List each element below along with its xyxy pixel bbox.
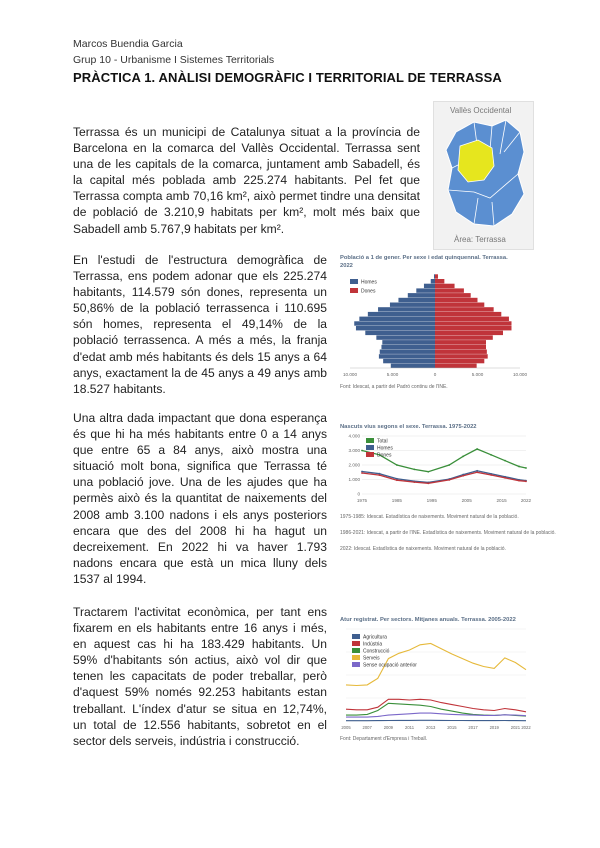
pyramid-bar-dones-20-24 (435, 345, 486, 349)
unemployment-legend-swatch (352, 655, 360, 660)
births-point-total (361, 450, 363, 452)
unemployment-legend-swatch (352, 641, 360, 646)
births-title: Nascuts vius segons el sexe. Terrassa. 1975-2022 (340, 424, 477, 430)
pyramid-bar-homes-50-54 (359, 317, 435, 321)
unemployment-legend-label: Indústria (363, 641, 383, 648)
paragraph-births: Una altra dada impactant que dona esperança és que hi ha més habitants entre 0 a 14 anys que entre 65 a 84 anys, això mostra una situació molt bona, significa que Terrassa té una població jove. Una de les ajudes que ha permès això és la quantitat de naixements del 2008 amb 3.100 nadons i els anys posteriors encara que des del 2008 hi ha hagut un decreixement. En 2022 hi va haver 1.793 nadons encara que està un mica lluny dels 1537 al 1994. (73, 411, 327, 586)
births-point-dones (379, 474, 381, 476)
paragraph-intro: Terrassa és un municipi de Catalunya situat a la província de Barcelona en la comarca del Vallès Occidental. Terrassa sent una de les capitals de la comarca, juntament amb Sabadell, és la capital més poblada amb 225.274 habitants. Pel fet que Terrassa compta amb 70,16 km², això permet tindre una densitat de població de 3.210,9 habitats per km², molt més baix que Sabadell amb 5.767,9 habitats per km². (73, 125, 420, 236)
pyramid-bar-homes-60-64 (378, 307, 435, 311)
unemployment-x-tick: 2005 (341, 725, 351, 730)
unemployment-line-4 (346, 713, 526, 717)
pyramid-bar-dones-55-59 (435, 312, 501, 316)
births-point-dones (476, 471, 478, 473)
pyramid-x-tick: 0 (433, 372, 437, 377)
pyramid-title-line2: 2022 (340, 263, 353, 269)
pyramid-bar-dones-40-44 (435, 326, 512, 330)
unemployment-x-tick: 2019 (489, 725, 499, 730)
births-point-total (462, 455, 464, 457)
births-x-tick: 1985 (391, 498, 403, 503)
population-pyramid-chart (340, 272, 530, 380)
births-point-dones (490, 474, 492, 476)
births-legend-label: Dones (377, 452, 392, 459)
map-title: Vallès Occidental (450, 106, 512, 115)
births-chart (340, 432, 530, 510)
births-legend-label: Total (377, 438, 388, 445)
unemployment-legend-label: Serveis (363, 655, 380, 662)
births-x-tick: 1995 (426, 498, 437, 503)
pyramid-bar-homes-5-9 (383, 359, 435, 363)
document-title: PRÀCTICA 1. ANÀLISI DEMOGRÀFIC I TERRITORIAL DE TERRASSA (73, 70, 502, 85)
pyramid-bar-homes-40-44 (356, 326, 435, 330)
unemployment-x-tick: 2022 (521, 725, 531, 730)
pyramid-bar-dones-35-39 (435, 331, 503, 335)
births-x-tick: 2005 (461, 498, 472, 503)
births-point-total (525, 467, 527, 469)
pyramid-bar-dones-50-54 (435, 317, 509, 321)
births-y-tick: 0 (357, 491, 360, 497)
pyramid-bar-homes-80-84 (416, 288, 435, 292)
unemployment-x-tick: 2015 (447, 725, 457, 730)
pyramid-bar-dones-45-49 (435, 321, 512, 325)
births-point-total (476, 448, 478, 450)
unemployment-title: Atur registrat. Per sectors. Mitjanes anuals. Terrassa. 2005-2022 (340, 617, 516, 623)
pyramid-bar-homes-0-4 (391, 364, 435, 368)
pyramid-bar-homes-90-94 (431, 279, 435, 283)
births-point-dones (525, 480, 527, 482)
births-x-tick: 2022 (520, 498, 532, 503)
unemployment-line-1 (346, 699, 526, 712)
unemployment-x-tick: 2017 (468, 725, 478, 730)
births-y-tick: 1.000 (348, 477, 360, 482)
pyramid-bar-dones-0-4 (435, 364, 477, 368)
births-note-3: 2022: Idescat. Estadística de naixements. Moviment natural de la població. (340, 546, 506, 552)
unemployment-x-tick: 2021 (510, 725, 521, 730)
pyramid-bar-dones-80-84 (435, 288, 464, 292)
unemployment-chart (340, 625, 530, 733)
pyramid-bar-dones-65-69 (435, 303, 484, 307)
births-point-total (490, 454, 492, 456)
pyramid-bar-homes-15-19 (380, 350, 435, 354)
pyramid-bar-homes-10-14 (379, 354, 435, 358)
legend-swatch-dones (350, 288, 358, 293)
pyramid-bar-dones-10-14 (435, 354, 488, 358)
pyramid-bar-homes-20-24 (381, 345, 435, 349)
unemployment-legend-label: Agricultura (363, 634, 387, 641)
births-point-dones (518, 480, 520, 482)
pyramid-bar-homes-75-79 (408, 293, 435, 297)
births-point-dones (413, 481, 415, 483)
unemployment-legend-swatch (352, 648, 360, 653)
births-point-dones (462, 475, 464, 477)
births-point-dones (361, 472, 363, 474)
births-legend-swatch (366, 445, 374, 450)
births-y-tick: 3.000 (348, 448, 360, 453)
map-caption: Àrea: Terrassa (454, 235, 506, 244)
unemployment-x-tick: 2011 (405, 725, 415, 730)
pyramid-x-tick: 10.000 (342, 372, 358, 377)
unemployment-x-tick: 2009 (383, 725, 394, 730)
unemployment-legend-swatch (352, 634, 360, 639)
pyramid-bar-homes-45-49 (354, 321, 435, 325)
births-line-dones (362, 472, 526, 483)
births-legend-swatch (366, 438, 374, 443)
births-y-tick: 4.000 (348, 433, 360, 439)
legend-swatch-homes (350, 279, 358, 284)
pyramid-bar-homes-95+ (434, 274, 435, 278)
course-group: Grup 10 - Urbanisme I Sistemes Territorials (73, 54, 275, 66)
births-point-total (427, 471, 429, 473)
pyramid-source: Font: Idescat, a partir del Padró continu de l'INE. (340, 384, 448, 390)
pyramid-bar-homes-65-69 (390, 303, 435, 307)
pyramid-bar-homes-25-29 (382, 340, 435, 344)
births-point-total (518, 466, 520, 468)
births-point-dones (504, 477, 506, 479)
births-legend-label: Homes (377, 445, 393, 452)
pyramid-bar-homes-70-74 (398, 298, 435, 302)
pyramid-x-tick: 5.000 (386, 372, 399, 377)
unemployment-legend-swatch (352, 662, 360, 667)
map-shape (434, 102, 533, 249)
births-point-total (396, 464, 398, 466)
legend-label-homes: Homes (361, 279, 377, 286)
births-note-1: 1975-1985: Idescat. Estadística de naixements. Moviment natural de la població. (340, 514, 519, 520)
births-point-dones (427, 482, 429, 484)
pyramid-bar-dones-70-74 (435, 298, 478, 302)
pyramid-x-tick: 10.000 (512, 372, 528, 377)
births-y-tick: 2.000 (348, 462, 360, 468)
pyramid-bar-dones-95+ (435, 274, 438, 278)
pyramid-bar-dones-30-34 (435, 335, 493, 339)
births-point-dones (396, 479, 398, 481)
births-point-dones (448, 479, 450, 481)
pyramid-title-line1: Població a 1 de gener. Per sexe i edat quinquennal. Terrassa. (340, 255, 508, 261)
births-legend-swatch (366, 452, 374, 457)
pyramid-bar-homes-30-34 (376, 335, 435, 339)
births-note-2: 1986-2021: Idescat, a partir de l'INE. Estadística de naixements. Moviment natural de la població. (340, 530, 556, 536)
pyramid-x-tick: 5.000 (471, 372, 484, 377)
paragraph-demography: En l'estudi de l'estructura demogràfica de Terrassa, ens podem adonar que els 225.274 habitants, 114.579 són dones, representa un 50,86% de la població terrassenca i 110.695 són homes, representa el 49,14% de la població terrassenca. A més a més, la franja d'edat amb més habitants és dels 15 anys a 64 anys, exactament la de 45 anys a 49 anys amb 18.527 habitants. (73, 253, 327, 396)
pyramid-bar-dones-25-29 (435, 340, 486, 344)
pyramid-bar-dones-5-9 (435, 359, 484, 363)
pyramid-bar-dones-15-19 (435, 350, 487, 354)
legend-label-dones: Dones (361, 288, 376, 295)
unemployment-source: Font: Departament d'Empresa i Treball. (340, 736, 428, 742)
unemployment-legend-label: Construcció (363, 648, 390, 655)
author-name: Marcos Buendia Garcia (73, 38, 183, 50)
births-x-tick: 2015 (496, 498, 507, 503)
unemployment-legend-label: Sense ocupació anterior (363, 662, 417, 669)
births-point-total (504, 460, 506, 462)
pyramid-bar-homes-55-59 (368, 312, 435, 316)
births-x-tick: 1975 (356, 498, 368, 503)
pyramid-bar-homes-35-39 (365, 331, 435, 335)
unemployment-x-tick: 2007 (362, 725, 372, 730)
pyramid-bar-homes-85-89 (424, 284, 435, 288)
pyramid-bar-dones-60-64 (435, 307, 494, 311)
pyramid-bar-dones-75-79 (435, 293, 471, 297)
location-map (433, 101, 534, 250)
births-point-total (448, 464, 450, 466)
unemployment-x-tick: 2013 (426, 725, 436, 730)
pyramid-bar-dones-90-94 (435, 279, 444, 283)
births-point-total (413, 468, 415, 470)
pyramid-bar-dones-85-89 (435, 284, 455, 288)
paragraph-economy: Tractarem l'activitat econòmica, per tant ens fixarem en els habitants entre 16 anys i més, en aquest cas hi ha 183.429 habitants. Un 59% d'habitants són actius, això vol dir que tenen les capacitats de poder treballar, però d'aquest 59% només 92.253 habitants estan treballant. L'índex d'atur se situa en 12,74%, un total de 12.556 habitants, sobretot en el sector dels serveis, indústria i construcció. (73, 605, 327, 748)
